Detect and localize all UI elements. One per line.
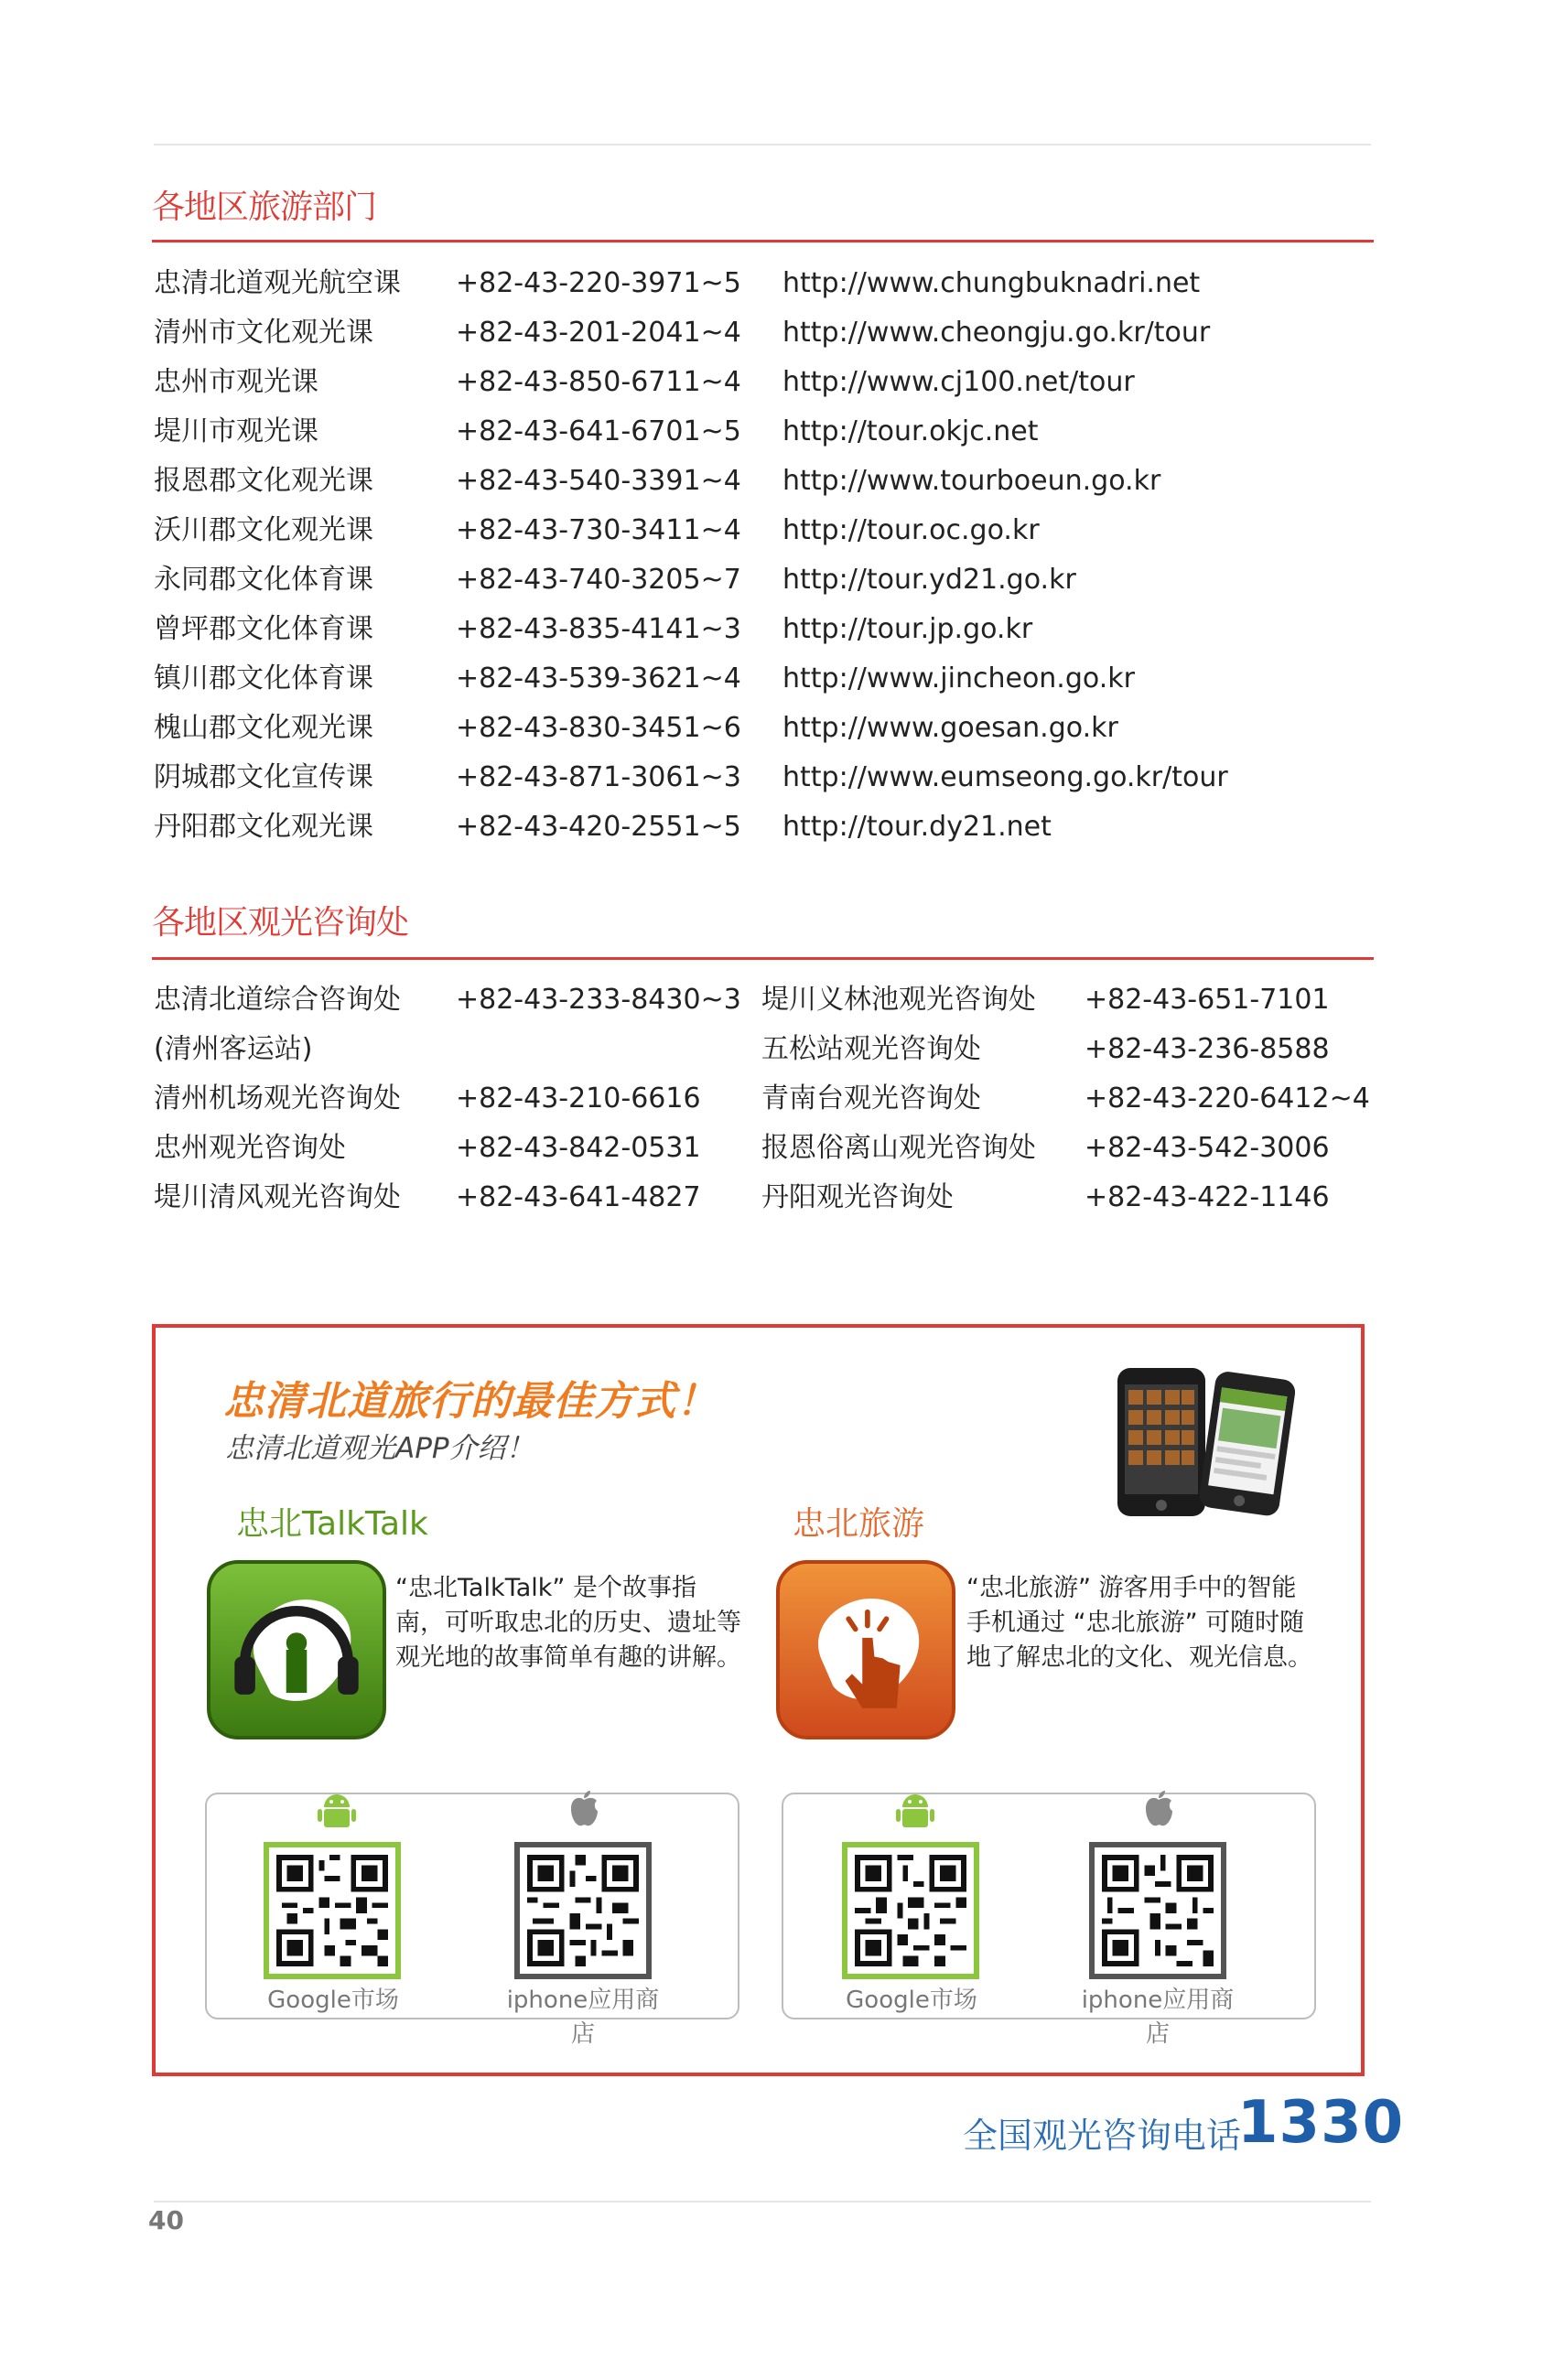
department-url[interactable]: http://tour.jp.go.kr	[782, 613, 1033, 645]
department-url[interactable]: http://www.cj100.net/tour	[782, 366, 1135, 398]
info-center-name: 青南台观光咨询处	[761, 1082, 981, 1115]
qr-code-panel	[205, 1793, 739, 2048]
qr-label-iphone-store: iphone应用商店	[1081, 1987, 1235, 2048]
info-center-name: 忠清北道综合咨询处	[154, 984, 401, 1016]
apple-icon	[562, 1787, 606, 1831]
department-name: 永同郡文化体育课	[154, 564, 373, 596]
app-description: “忠北TalkTalk” 是个故事指南，可听取忠北的历史、遗址等观光地的故事简单有趣的讲解。	[395, 1574, 741, 1672]
info-center-name: 清州机场观光咨询处	[154, 1082, 401, 1115]
department-url[interactable]: http://tour.oc.go.kr	[782, 514, 1040, 546]
department-name: 忠清北道观光航空课	[154, 267, 401, 299]
department-name: 镇川郡文化体育课	[154, 662, 373, 695]
info-center-phone: +82-43-233-8430~3	[456, 984, 741, 1016]
bottom-rule	[154, 2201, 1371, 2202]
department-phone: +82-43-540-3391~4	[456, 465, 741, 497]
qr-code-google-market[interactable]	[264, 1842, 401, 1979]
section-title-tourism-departments: 各地区旅游部门	[152, 188, 377, 226]
page-number: 40	[148, 2205, 184, 2235]
qr-code-panel	[782, 1793, 1316, 2048]
department-phone: +82-43-539-3621~4	[456, 662, 741, 695]
department-phone: +82-43-220-3971~5	[456, 267, 741, 299]
qr-label-iphone-store: iphone应用商店	[506, 1987, 660, 2048]
info-center-phone: +82-43-236-8588	[1085, 1033, 1330, 1065]
app-name-chungbuk-tour: 忠北旅游	[793, 1505, 925, 1543]
department-name: 清州市文化观光课	[154, 317, 373, 349]
info-center-phone: +82-43-641-4827	[456, 1181, 701, 1213]
department-url[interactable]: http://www.eumseong.go.kr/tour	[782, 761, 1228, 793]
apple-icon	[1137, 1787, 1181, 1831]
info-center-phone: +82-43-842-0531	[456, 1132, 701, 1164]
info-center-name: 堤川清风观光咨询处	[154, 1181, 401, 1213]
app-name-chungbuk-talktalk: 忠北TalkTalk	[236, 1505, 428, 1543]
qr-label-google-market: Google市场	[267, 1987, 399, 2014]
department-phone: +82-43-201-2041~4	[456, 317, 741, 349]
department-phone: +82-43-420-2551~5	[456, 811, 741, 843]
department-phone: +82-43-835-4141~3	[456, 613, 741, 645]
department-url[interactable]: http://tour.okjc.net	[782, 415, 1039, 447]
department-name: 忠州市观光课	[154, 366, 318, 398]
info-center-phone: +82-43-220-6412~4	[1085, 1082, 1370, 1115]
department-phone: +82-43-730-3411~4	[456, 514, 741, 546]
department-phone: +82-43-740-3205~7	[456, 564, 741, 596]
info-center-name: 忠州观光咨询处	[154, 1132, 346, 1164]
hotline-number: 1330	[1237, 2089, 1405, 2157]
department-name: 堤川市观光课	[154, 415, 318, 447]
headphones-map-icon[interactable]	[207, 1560, 386, 1739]
promo-title: 忠清北道旅行的最佳方式！	[223, 1378, 718, 1425]
department-name: 沃川郡文化观光课	[154, 514, 373, 546]
android-icon	[315, 1787, 359, 1831]
section-title-info-centers: 各地区观光咨询处	[152, 904, 409, 942]
department-name: 槐山郡文化观光课	[154, 712, 373, 744]
qr-code-google-market[interactable]	[842, 1842, 979, 1979]
qr-code-iphone-store[interactable]	[514, 1842, 652, 1979]
promo-subtitle: 忠清北道观光APP介绍！	[225, 1432, 534, 1465]
department-url[interactable]: http://www.jincheon.go.kr	[782, 662, 1135, 695]
section-divider	[152, 240, 1374, 242]
top-rule	[154, 144, 1371, 145]
qr-label-google-market: Google市场	[846, 1987, 977, 2014]
section-divider	[152, 957, 1374, 960]
app-description: “忠北旅游” 游客用手中的智能手机通过 “忠北旅游” 可随时随地了解忠北的文化、观光信息。	[966, 1574, 1312, 1672]
department-url[interactable]: http://www.chungbuknadri.net	[782, 267, 1201, 299]
department-name: 丹阳郡文化观光课	[154, 811, 373, 843]
android-icon	[893, 1787, 937, 1831]
info-center-name: 五松站观光咨询处	[761, 1033, 981, 1065]
department-name: 曾坪郡文化体育课	[154, 613, 373, 645]
info-center-phone: +82-43-422-1146	[1085, 1181, 1330, 1213]
info-center-name: 堤川义林池观光咨询处	[761, 984, 1036, 1016]
info-center-name: 报恩俗离山观光咨询处	[761, 1132, 1036, 1164]
info-center-phone: +82-43-542-3006	[1085, 1132, 1330, 1164]
app-promo-box	[152, 1324, 1365, 2076]
department-url[interactable]: http://www.tourboeun.go.kr	[782, 465, 1161, 497]
department-url[interactable]: http://www.cheongju.go.kr/tour	[782, 317, 1211, 349]
department-name: 报恩郡文化观光课	[154, 465, 373, 497]
department-name: 阴城郡文化宣传课	[154, 761, 373, 793]
touch-map-icon[interactable]	[776, 1560, 955, 1739]
department-phone: +82-43-830-3451~6	[456, 712, 741, 744]
qr-code-iphone-store[interactable]	[1089, 1842, 1226, 1979]
department-phone: +82-43-850-6711~4	[456, 366, 741, 398]
smartphones-image	[1112, 1361, 1295, 1525]
info-center-name: 丹阳观光咨询处	[761, 1181, 954, 1213]
info-center-phone: +82-43-210-6616	[456, 1082, 701, 1115]
department-phone: +82-43-871-3061~3	[456, 761, 741, 793]
info-center-phone: +82-43-651-7101	[1085, 984, 1330, 1016]
department-url[interactable]: http://tour.yd21.go.kr	[782, 564, 1076, 596]
info-center-name: (清州客运站)	[154, 1033, 313, 1065]
department-phone: +82-43-641-6701~5	[456, 415, 741, 447]
hotline-label: 全国观光咨询电话	[963, 2116, 1242, 2156]
department-url[interactable]: http://www.goesan.go.kr	[782, 712, 1118, 744]
department-url[interactable]: http://tour.dy21.net	[782, 811, 1052, 843]
